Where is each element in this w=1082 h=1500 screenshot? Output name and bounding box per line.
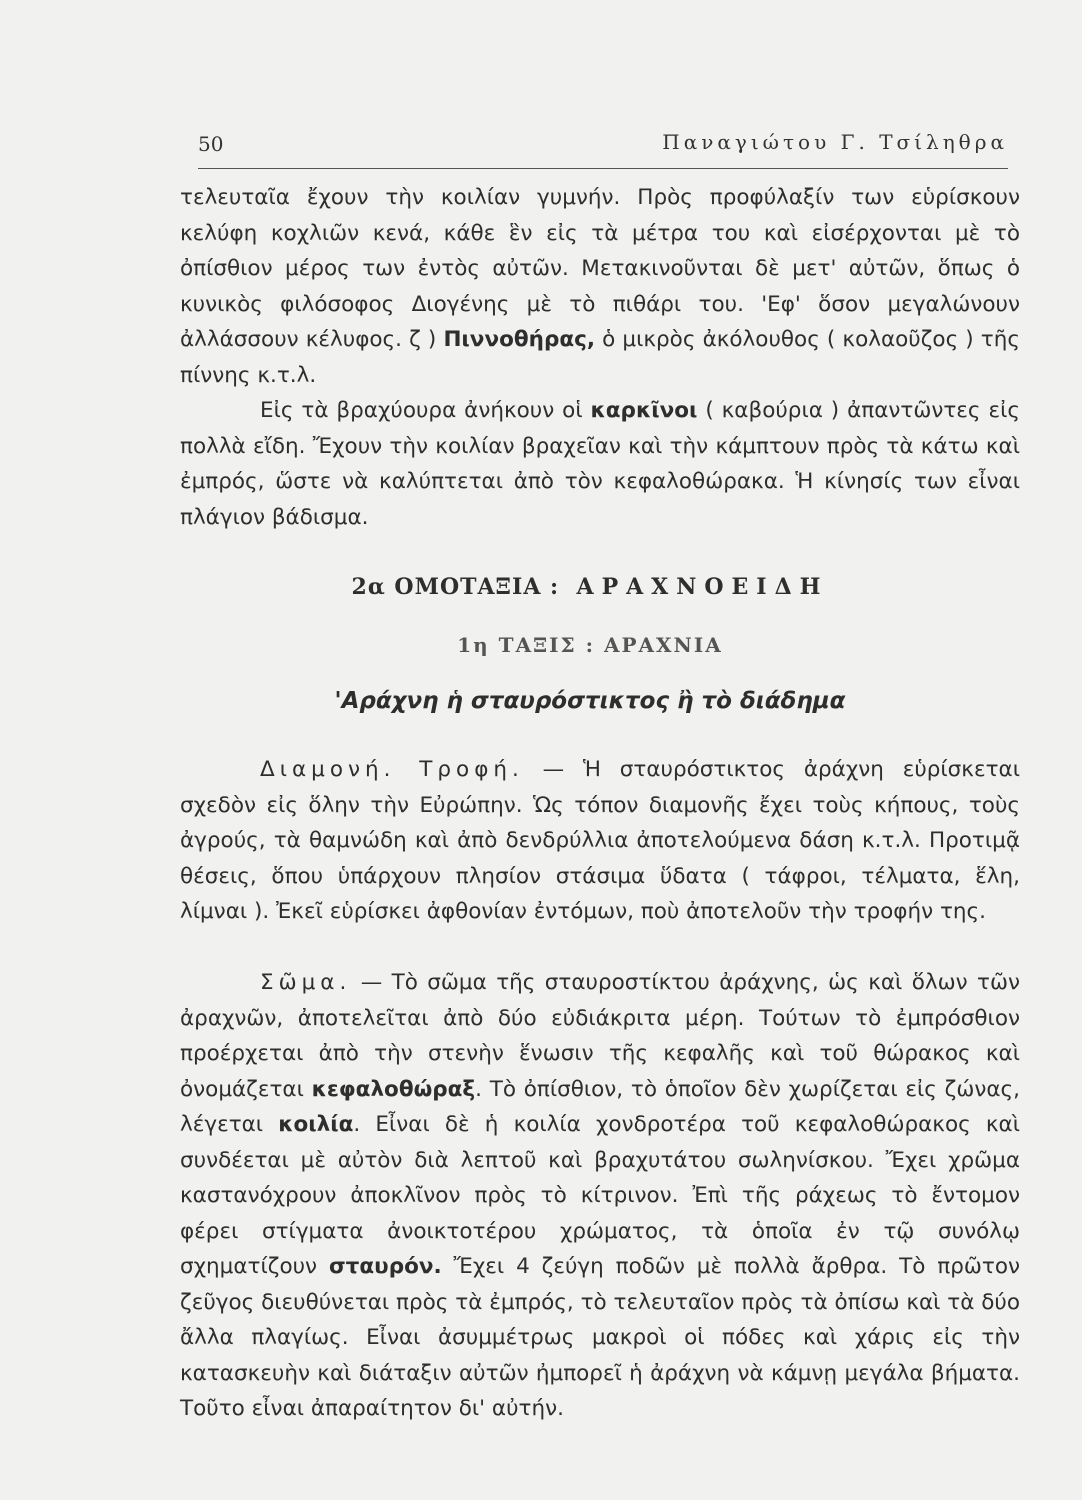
class-heading: 1η ΤΑΞΙΣ : ΑΡΑΧΝΙΑ [457,633,723,657]
order-heading [180,574,1000,600]
paragraph-brachyura [180,393,1020,535]
body-lead: Σῶμα. [260,970,352,995]
para1-text-1: τελευταῖα ἔχουν τὴν κοιλίαν γυμνήν. Πρὸς προφύλαξίν των εὑρίσκουν κελύφη κοχλιῶν κενά, κάθε ἓν εἰς τὰ μέτρα του καὶ εἰσέρχονται μὲ τὸ ὀπίσθιον μέρος των ἐντὸς αὐτῶν. Μετακινοῦνται δὲ μετ' αὐτῶν, ὅπως ὁ κυνικὸς φιλόσοφος Διογένης μὲ τὸ πιθάρι του. 'Εφ' ὅσον μεγαλώνουν ἀλλάσσουν κέλυφος. ζ ) [180,185,1020,352]
order-label: 2α ΟΜΟΤΑΞΙΑ : [351,574,560,600]
para3-text: — Ἡ σταυρόστικτος ἀράχνη εὑρίσκεται σχεδὸν εἰς ὅλην τὴν Εὐρώπην. Ὡς τόπον διαμονῆς ἔχει τοὺς κήπους, τοὺς ἀγρούς, τὰ θαμνώδη καὶ ἀπὸ δενδρύλλια ἀποτελούμενα δάση κ.τ.λ. Προτιμᾷ θέσεις, ὅπου ὑπάρχουν πλησίον στάσιμα ὕδατα ( τάφροι, τέλματα, ἕλη, λίμναι ). Ἐκεῖ εὑρίσκει ἀφθονίαν ἐντόμων, ποὺ ἀποτελοῦν τὴν τροφήν της. [180,757,1020,924]
para4-text-2: . Τὸ ὀπίσθιον, τὸ ὁποῖον δὲν χωρίζεται εἰς ζώνας, λέγεται [180,1076,1020,1137]
para4-text-4: Ἔχει 4 ζεύγη ποδῶν μὲ πολλὰ ἄρθρα. Τὸ πρῶτον ζεῦγος διευθύνεται πρὸς τὰ ἐμπρός, τὸ τελευταῖον πρὸς τὰ ὀπίσω καὶ τὰ δύο ἄλλα πλαγίως. Εἶναι ἀσυμμέτρως μακροὶ οἱ πόδες καὶ χάρις εἰς τὴν κατασκευὴν καὶ διάταξιν αὐτῶν ἠμπορεῖ ἡ ἀράχνη νὰ κάμνῃ μεγάλα βήματα. Τοῦτο εἶναι ἀπαραίτητον δι' αὐτήν. [180,1254,1020,1421]
paragraph-body [180,965,1020,1427]
species-heading: 'Αράχνη ἡ σταυρόστικτος ἢ τὸ διάδημα [334,688,846,714]
bold-term-karkinoi: καρκῖνοι [590,398,698,423]
paragraph-habitat [180,752,1020,930]
paragraph-hermit-crabs [180,180,1020,393]
habitat-lead: Διαμονή. Τροφή. [260,757,524,782]
running-head: Παναγιώτου Γ. Τσίληθρα [662,130,1008,154]
page-header [198,128,1008,169]
para4-text-1: — Τὸ σῶμα τῆς σταυροστίκτου ἀράχνης, ὡς καὶ ὅλων τῶν ἀραχνῶν, ἀποτελεῖται ἀπὸ δύο εὐδιάκριτα μέρη. Τούτων τὸ ἐμπρόσθιον προέρχεται ἀπὸ τὴν στενὴν ἕνωσιν τῆς κεφαλῆς καὶ τοῦ θώρακος καὶ ὀνομάζεται [180,970,1020,1102]
para4-text-3: . Εἶναι δὲ ἡ κοιλία χονδροτέρα τοῦ κεφαλοθώρακος καὶ συνδέεται μὲ αὐτὸν διὰ λεπτοῦ καὶ βραχυτάτου σωληνίσκου. Ἔχει χρῶμα καστανόχρουν ἀποκλῖνον πρὸς τὸ κίτρινον. Ἐπὶ τῆς ράχεως τὸ ἔντομον φέρει στίγματα ἀνοικτοτέρου χρώματος, τὰ ὁποῖα ἐν τῷ συνόλῳ σχηματίζουν [180,1112,1020,1279]
para1-text-2: ὁ μικρὸς ἀκόλουθος ( κολαοῦζος ) τῆς πίννης κ.τ.λ. [180,327,1020,388]
bold-term-stavron: σταυρόν. [328,1254,442,1279]
page-number: 50 [198,132,224,156]
bold-term-kefalothorax: κεφαλοθώραξ [311,1076,476,1102]
para2-text-1: Εἰς τὰ βραχύουρα ἀνήκουν οἱ [260,398,591,423]
bold-term-koilia: κοιλία [278,1112,354,1137]
para2-text-2: ( καβούρια ) ἀπαντῶντες εἰς πολλὰ εἴδη. Ἔχουν τὴν κοιλίαν βραχεῖαν καὶ τὴν κάμπτουν πρὸς τὰ κάτω καὶ ἐμπρός, ὥστε νὰ καλύπτεται ἀπὸ τὸν κεφαλοθώρακα. Ἡ κίνησίς των εἶναι πλάγιον βάδισμα. [180,398,1020,530]
bold-term-pinnotheres: Πιννοθήρας, [443,327,596,352]
order-name: ΑΡΑΧΝΟΕΙΔΗ [576,574,829,600]
